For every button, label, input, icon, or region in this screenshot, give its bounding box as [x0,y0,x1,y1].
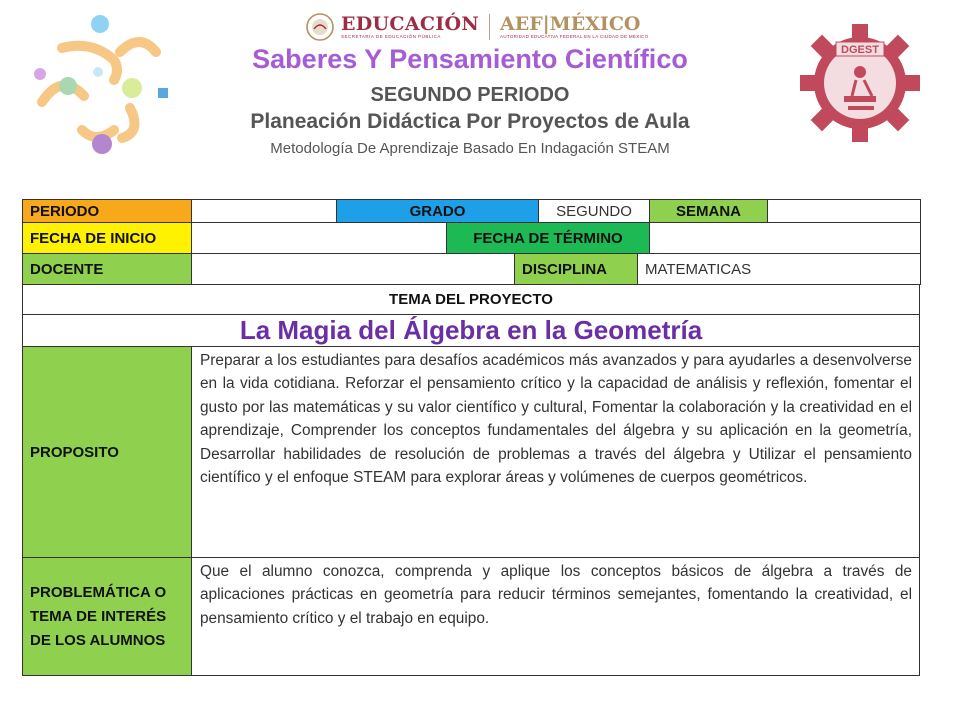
disciplina-label: DISCIPLINA [514,253,638,285]
government-brand [305,10,648,44]
periodo-label: PERIODO [22,199,192,223]
problematica-label: PROBLEMÁTICA O TEMA DE INTERÉS DE LOS ALUMNOS [22,557,192,676]
semana-field[interactable] [767,199,921,223]
page-title: Saberes Y Pensamiento Científico [252,44,688,74]
grado-label: GRADO [336,199,539,223]
brand-educacion-sub: SECRETARÍA DE EDUCACIÓN PÚBLICA [341,34,441,39]
brand-aef-sub: AUTORIDAD EDUCATIVA FEDERAL EN LA CIUDAD DE MÉXICO [500,34,649,39]
grado-field[interactable]: SEGUNDO [538,199,650,223]
fecha-termino-field[interactable] [649,222,921,254]
project-topic: La Magia del Álgebra en la Geometría [22,314,920,347]
period-heading: SEGUNDO PERIODO [370,84,570,106]
brand-educacion: EDUCACIÓN [341,13,480,35]
docente-field[interactable] [191,253,515,285]
brand-aef-prefix: AEF [500,13,543,35]
periodo-field[interactable] [191,199,337,223]
fecha-inicio-field[interactable] [191,222,447,254]
proposito-text: Preparar a los estudiantes para desafíos académicos más avanzados y para ayudarles a desenvolverse en la vida cotidiana. Reforzar el pensamiento crítico y la capacidad de análisis y reflexión, fomentar el gusto por las matemáticas y su valor científico y cultural, Fomentar la colaboración y la creatividad en el aprendizaje, Comprender los conceptos fundamentales del álgebra y su aplicación en la geometría, Desarrollar habilidades de resolución de problemas a través del álgebra y Utilizar el pensamiento científico y el enfoque STEAM para explorar áreas y volúmenes de cuerpos geométricos. [191,346,920,558]
methodology-heading: Metodología De Aprendizaje Basado En Indagación STEAM [270,140,670,157]
dgest-gear-logo [800,24,920,142]
problematica-text: Que el alumno conozca, comprenda y aplique los conceptos básicos de álgebra a través de aplicaciones prácticas en geometría para reducir términos semejantes, fomentando la creatividad, el pensamiento crítico y el trabajo en equipo. [191,557,920,676]
brand-aef: AEF|MÉXICO [500,13,641,35]
proposito-label: PROPOSITO [22,346,192,558]
government-seal-icon [305,12,335,42]
fecha-inicio-label: FECHA DE INICIO [22,222,192,254]
tema-label: TEMA DEL PROYECTO [22,284,920,315]
semana-label: SEMANA [649,199,768,223]
brand-divider [489,14,490,40]
fecha-termino-label: FECHA DE TÉRMINO [446,222,650,254]
disciplina-field[interactable]: MATEMATICAS [637,253,921,285]
planning-heading: Planeación Didáctica Por Proyectos de Aula [250,110,690,133]
brand-aef-mexico: MÉXICO [549,13,641,35]
docente-label: DOCENTE [22,253,192,285]
svg-text:DGEST: DGEST [841,44,879,56]
